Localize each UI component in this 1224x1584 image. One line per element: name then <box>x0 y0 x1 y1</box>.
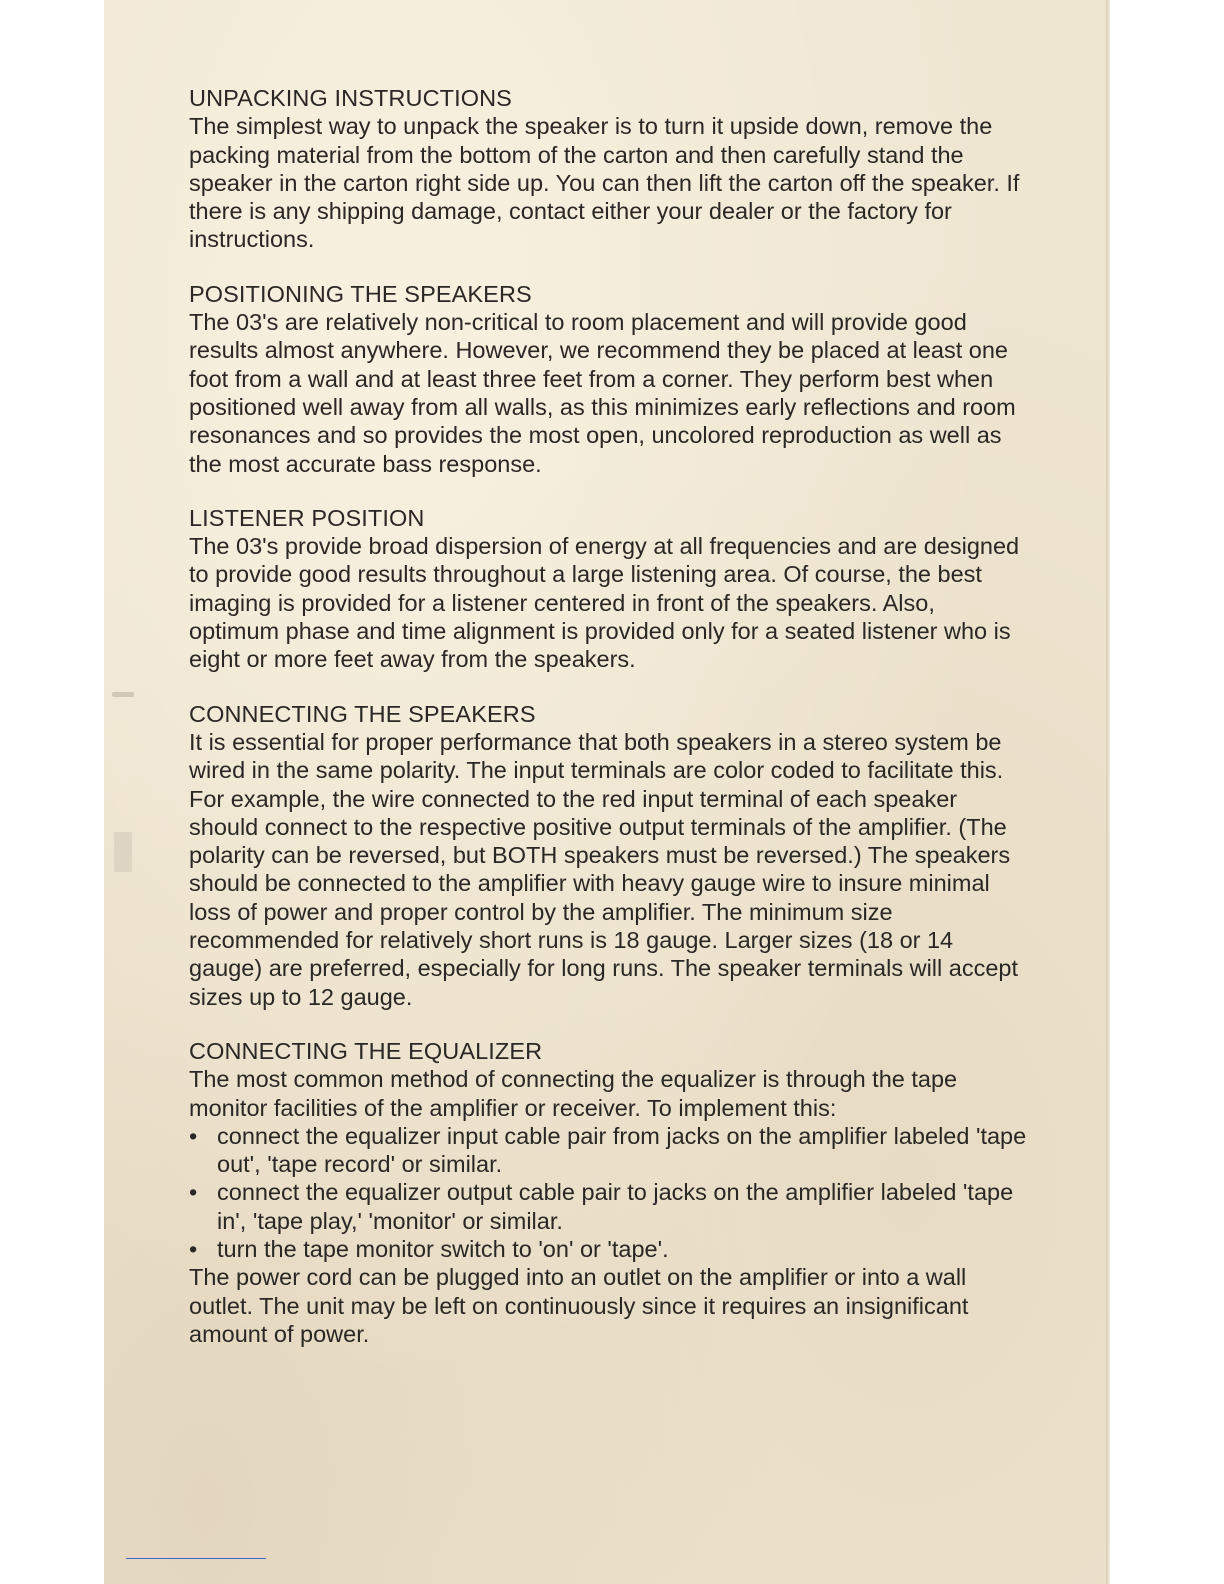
paragraph: The simplest way to unpack the speaker is to turn it upside down, remove the packing material from the bottom of the carton and then carefully stand the speaker in the carton right side up. You can then lift the carton off the speaker. If there is any shipping damage, contact either your dealer or the factory for instructions. <box>189 113 1020 253</box>
bullet-list <box>189 1122 1029 1263</box>
scan-artifact-line <box>126 1558 266 1559</box>
section-connecting-equalizer <box>189 1037 1029 1348</box>
section-heading: CONNECTING THE SPEAKERS <box>189 700 536 727</box>
section-heading: POSITIONING THE SPEAKERS <box>189 280 532 307</box>
list-item: • connect the equalizer output cable pair to jacks on the amplifier labeled 'tape in', 'tape play,' 'monitor' or similar. <box>189 1178 1029 1235</box>
section-body <box>189 532 1029 673</box>
section-positioning <box>189 280 1029 478</box>
paper-speck <box>112 692 134 697</box>
document-text <box>189 84 1029 1374</box>
paper-speck <box>114 832 132 872</box>
paragraph: The most common method of connecting the equalizer is through the tape monitor facilities of the amplifier or receiver. To implement this: <box>189 1066 958 1121</box>
paragraph: The 03's are relatively non-critical to room placement and will provide good results almost anywhere. However, we recommend they be placed at least one foot from a wall and at least three feet from a corner. They perform best when positioned well away from all walls, as this minimizes early reflections and room resonances and so provides the most open, uncolored reproduction as well as the most accurate bass response. <box>189 309 1016 477</box>
section-body <box>189 308 1029 478</box>
section-heading: LISTENER POSITION <box>189 504 425 531</box>
section-unpacking <box>189 84 1029 254</box>
section-heading: UNPACKING INSTRUCTIONS <box>189 85 512 111</box>
paragraph: It is essential for proper performance that both speakers in a stereo system be wired in the same polarity. The input terminals are color coded to facilitate this. For example, the wire connected to the red input terminal of each speaker should connect to the respective positive output terminals of the amplifier. (The polarity can be reversed, but BOTH speakers must be reversed.) The speakers should be connected to the amplifier with heavy gauge wire to insure minimal loss of power and proper control by the amplifier. The minimum size recommended for relatively short runs is 18 gauge. Larger sizes (18 or 14 gauge) are preferred, especially for long runs. The speaker terminals will accept sizes up to 12 gauge. <box>189 728 1019 1010</box>
list-item: • turn the tape monitor switch to 'on' or 'tape'. <box>189 1235 1029 1263</box>
section-connecting-speakers <box>189 700 1029 1011</box>
paragraph: The power cord can be plugged into an outlet on the amplifier or into a wall outlet. The unit may be left on continuously since it requires an insignificant amount of power. <box>189 1264 969 1347</box>
paragraph: The 03's provide broad dispersion of energy at all frequencies and are designed to provide good results throughout a large listening area. Of course, the best imaging is provided for a listener centered in front of the speakers. Also, optimum phase and time alignment is provided only for a seated listener who is eight or more feet away from the speakers. <box>189 533 1020 673</box>
page-edge <box>1106 0 1110 1584</box>
section-heading: CONNECTING THE EQUALIZER <box>189 1037 543 1064</box>
section-body <box>189 112 1029 253</box>
list-item: • connect the equalizer input cable pair from jacks on the amplifier labeled 'tape out', 'tape record' or similar. <box>189 1122 1029 1179</box>
section-listener-position <box>189 504 1029 674</box>
section-body <box>189 728 1029 1011</box>
section-body <box>189 1065 1029 1348</box>
